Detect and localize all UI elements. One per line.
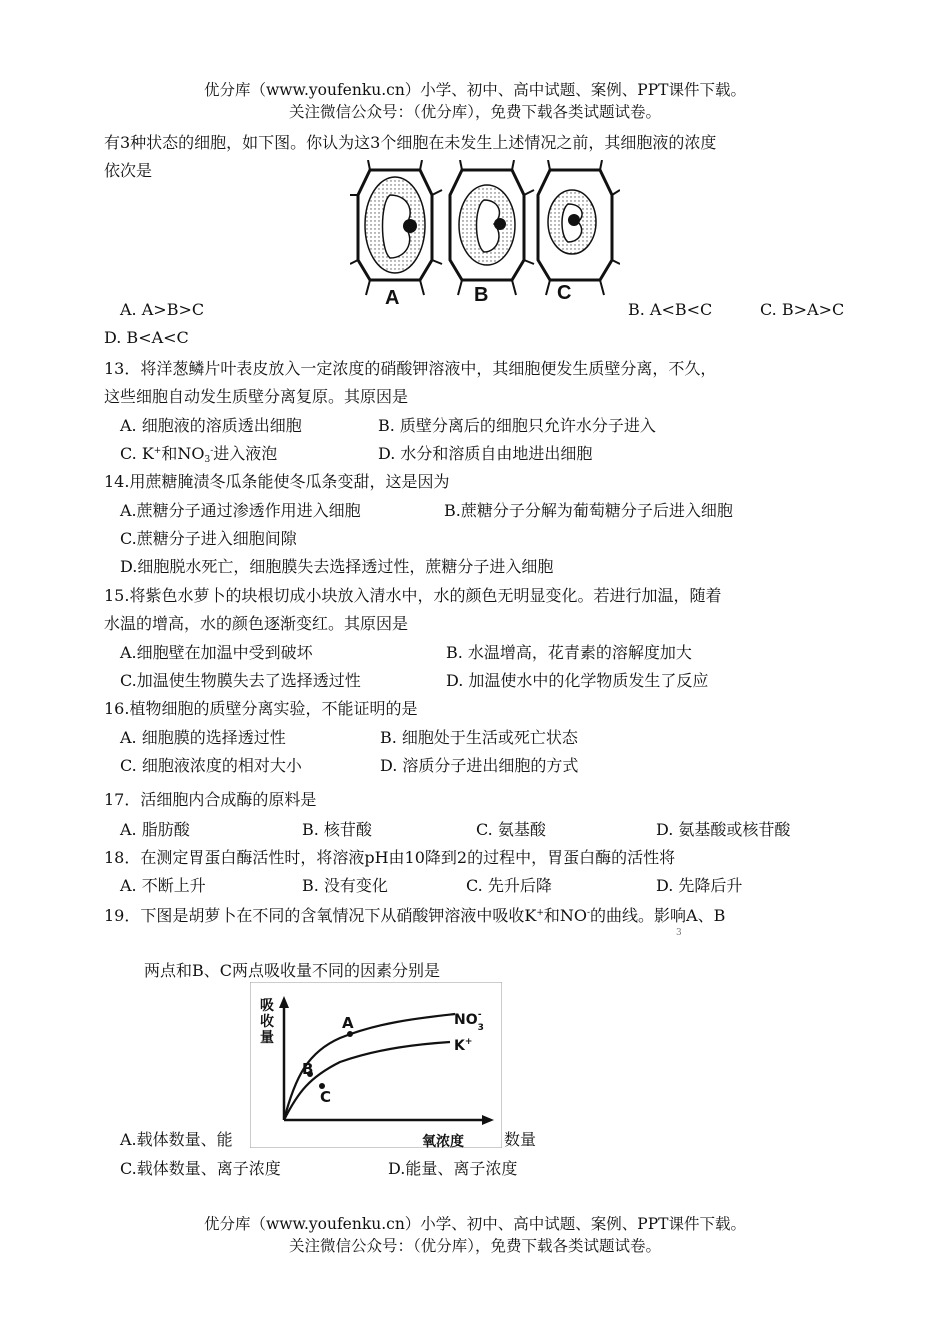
y-label-char-3: 量 <box>260 1030 274 1046</box>
q18-stem: 18．在测定胃蛋白酶活性时，将溶液pH由10降到2的过程中，胃蛋白酶的活性将 <box>104 848 676 867</box>
q16-option-c[interactable]: C. 细胞液浓度的相对大小 <box>120 756 302 775</box>
cell-b-icon <box>450 160 534 295</box>
series-k-label: K+ <box>454 1037 473 1054</box>
q16-option-b[interactable]: B. 细胞处于生活或死亡状态 <box>380 728 578 747</box>
y-label-char-1: 吸 <box>260 998 274 1014</box>
q19-option-a[interactable]: A.载体数量、能 <box>120 1130 233 1149</box>
point-c-label: C <box>320 1088 332 1106</box>
q17-option-b[interactable]: B. 核苷酸 <box>302 820 372 839</box>
q19-option-b-fragment[interactable]: 数量 <box>504 1130 537 1149</box>
q12-option-c[interactable]: C. B>A>C <box>760 300 845 319</box>
q19-option-d[interactable]: D.能量、离子浓度 <box>388 1159 518 1178</box>
cell-label-b: B <box>474 284 489 306</box>
q14-option-d[interactable]: D.细胞脱水死亡，细胞膜失去选择透过性，蔗糖分子进入细胞 <box>120 557 554 576</box>
header-line-1: 优分库（www.youfenku.cn）小学、初中、高中试题、案例、PPT课件下载。 <box>203 81 747 99</box>
q16-option-a[interactable]: A. 细胞膜的选择透过性 <box>120 728 286 747</box>
q19-stem-line-1: 19．下图是胡萝卜在不同的含氧情况下从硝酸钾溶液中吸收K+和NO-的曲线。影响A、B <box>104 906 726 925</box>
series-no3-label: $NO_3-$ <box>454 1010 484 1033</box>
q13-option-c[interactable]: C. K+和$NO_3^-$进入液泡 <box>120 444 278 465</box>
q14-option-b[interactable]: B.蔗糖分子分解为葡萄糖分子后进入细胞 <box>444 501 733 520</box>
cell-label-c: C <box>557 282 572 304</box>
q13-option-a[interactable]: A. 细胞液的溶质透出细胞 <box>120 416 302 435</box>
header-line-2: 关注微信公众号：（优分库），免费下载各类试题试卷。 <box>288 103 661 121</box>
q12-option-b[interactable]: B. A<B<C <box>628 300 713 319</box>
q19-stray-subscript: 3 <box>676 928 682 938</box>
cell-a-icon <box>350 160 442 295</box>
q12-stem-line-2: 依次是 <box>104 161 153 180</box>
q15-option-d[interactable]: D. 加温使水中的化学物质发生了反应 <box>446 671 709 690</box>
q15-stem-line-2: 水温的增高，水的颜色逐渐变红。其原因是 <box>104 614 409 633</box>
q18-option-a[interactable]: A. 不断上升 <box>120 876 206 895</box>
q18-option-d[interactable]: D. 先降后升 <box>656 876 743 895</box>
q15-option-a[interactable]: A.细胞壁在加温中受到破坏 <box>120 643 313 662</box>
q16-option-d[interactable]: D. 溶质分子进出细胞的方式 <box>380 756 579 775</box>
q12-stem-line-1: 有3种状态的细胞，如下图。你认为这3个细胞在未发生上述情况之前，其细胞液的浓度 <box>104 133 717 152</box>
q15-option-b[interactable]: B. 水温增高，花青素的溶解度加大 <box>446 643 692 662</box>
q17-option-a[interactable]: A. 脂肪酸 <box>120 820 190 839</box>
q17-option-c[interactable]: C. 氨基酸 <box>476 820 546 839</box>
x-axis-label: 氧浓度 <box>422 1134 464 1148</box>
q12-option-d[interactable]: D. B<A<C <box>104 328 189 347</box>
q19-absorption-chart <box>250 982 502 1148</box>
q19-stem-line-2: 两点和B、C两点吸收量不同的因素分别是 <box>144 961 441 980</box>
q13-option-b[interactable]: B. 质壁分离后的细胞只允许水分子进入 <box>378 416 656 435</box>
y-label-char-2: 收 <box>260 1014 274 1030</box>
q14-stem: 14.用蔗糖腌渍冬瓜条能使冬瓜条变甜，这是因为 <box>104 472 450 491</box>
point-b-label: B <box>302 1060 314 1078</box>
q13-stem-line-2: 这些细胞自动发生质壁分离复原。其原因是 <box>104 387 409 406</box>
cell-label-a: A <box>385 287 400 309</box>
q13-option-d[interactable]: D. 水分和溶质自由地进出细胞 <box>378 444 593 463</box>
q16-stem: 16.植物细胞的质壁分离实验，不能证明的是 <box>104 699 418 718</box>
q15-option-c[interactable]: C.加温使生物膜失去了选择透过性 <box>120 671 361 690</box>
footer-line-1: 优分库（www.youfenku.cn）小学、初中、高中试题、案例、PPT课件下载。 <box>203 1215 747 1233</box>
q14-option-c[interactable]: C.蔗糖分子进入细胞间隙 <box>120 529 297 548</box>
q17-stem: 17．活细胞内合成酶的原料是 <box>104 790 317 809</box>
q15-stem-line-1: 15.将紫色水萝卜的块根切成小块放入清水中，水的颜色无明显变化。若进行加温，随着 <box>104 586 722 605</box>
cell-c-icon <box>538 160 620 295</box>
q12-option-a[interactable]: A. A>B>C <box>120 300 205 319</box>
q13-stem-line-1: 13．将洋葱鳞片叶表皮放入一定浓度的硝酸钾溶液中，其细胞便发生质壁分离，不久， <box>104 359 717 378</box>
q17-option-d[interactable]: D. 氨基酸或核苷酸 <box>656 820 791 839</box>
q14-option-a[interactable]: A.蔗糖分子通过渗透作用进入细胞 <box>120 501 361 520</box>
q19-option-c[interactable]: C.载体数量、离子浓度 <box>120 1159 281 1178</box>
point-a-label: A <box>342 1014 354 1032</box>
q18-option-b[interactable]: B. 没有变化 <box>302 876 388 895</box>
q18-option-c[interactable]: C. 先升后降 <box>466 876 552 895</box>
footer-line-2: 关注微信公众号：（优分库），免费下载各类试题试卷。 <box>288 1237 661 1255</box>
